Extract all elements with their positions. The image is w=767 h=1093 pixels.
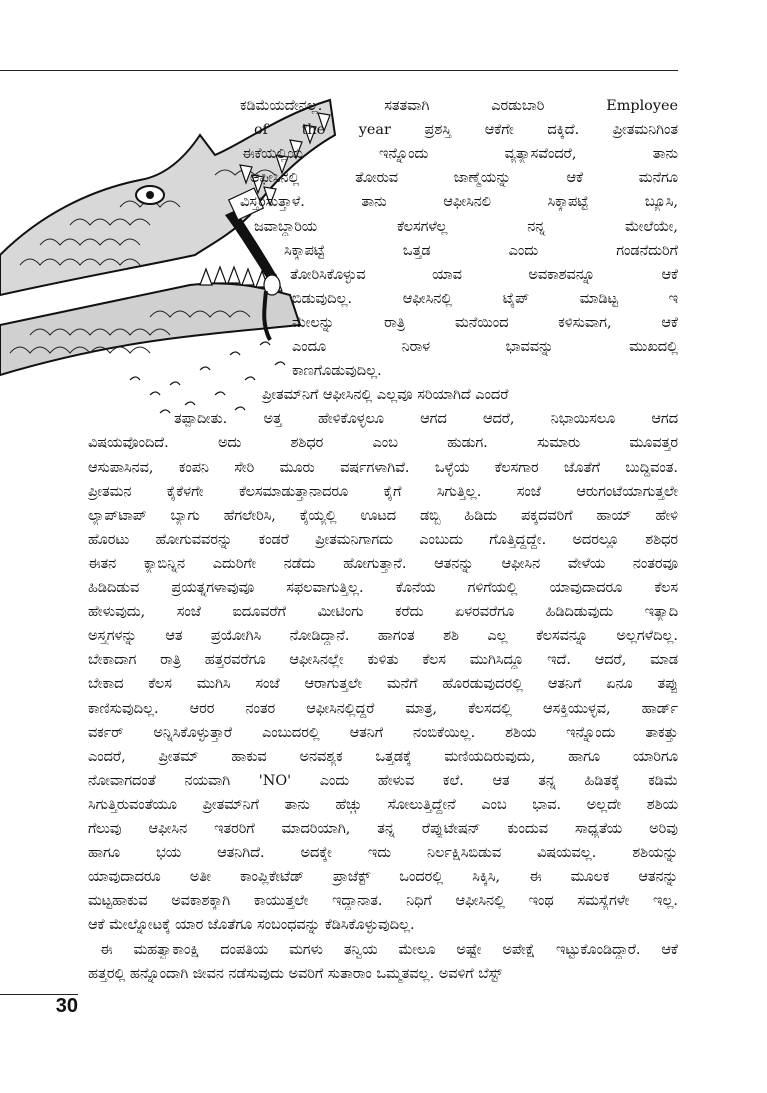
text-line: ತೋರಿಸಿಕೊಳ್ಳುವ ಯಾವ ಅವಕಾಶವನ್ನೂ ಆಕೆ: [290, 266, 678, 283]
text-line: ಕಾಣಿಸುವುದಿಲ್ಲ. ಆರರ ನಂತರ ಆಫೀಸಿನಲ್ಲಿದ್ದರೆ ಮಾತ್ರ, ಕೆಲಸದಲ್ಲಿ ಆಸಕ್ತಿಯುಳ್ಳವ, ಹಾರ್ಡ್: [88, 700, 678, 717]
text-line: ಪ್ರೀತಮ್‌ನಿಗೆ ಆಫೀಸಿನಲ್ಲಿ ಎಲ್ಲವೂ ಸರಿಯಾಗಿದೆ ಎಂದರೆ: [262, 387, 509, 404]
text-line: ಬೇಕಾದಾಗ ರಾತ್ರಿ ಹತ್ತರವರೆಗೂ ಆಫೀಸಿನಲ್ಲೇ ಕುಳಿತು ಕೆಲಸ ಮುಗಿಸಿದ್ದೂ ಇದೆ. ಆದರೆ, ಮಾಡ: [88, 652, 678, 669]
text-line: ಈ ಮಹತ್ವಾಕಾಂಕ್ಷಿ ದಂಪತಿಯ ಮಗಳು ತನ್ವಿಯ ಮೇಲೂ ಅಷ್ಟೇ ಅಪೇಕ್ಷೆ ಇಟ್ಟುಕೊಂಡಿದ್ದಾರೆ. ಆಕೆ: [100, 941, 678, 958]
page-number: 30: [55, 995, 78, 1017]
text-line: ಮಟ್ಟಹಾಕುವ ಅವಕಾಶಕ್ಕಾಗಿ ಕಾಯುತ್ತಲೇ ಇದ್ದಾನಾತ. ನಿಧಿಗೆ ಆಫೀಸಿನಲ್ಲಿ ಇಂಥ ಸಮಸ್ಯೆಗಳೇ ಇಲ್ಲ.: [88, 893, 678, 910]
text-line: ವಿಸ್ತರಿಸುತ್ತಾಳೆ. ತಾನು ಆಫೀಸಿನಲಿ ಸಿಕ್ಕಾಪಟ್ಟೆ ಬ್ಯೂಸಿ,: [240, 194, 678, 211]
text-line: ವಿಷಯವೊಂದಿದೆ. ಅದು ಶಶಿಧರ ಎಂಬ ಹುಡುಗ. ಸುಮಾರು ಮೂವತ್ತರ: [88, 435, 678, 452]
text-line: ಹೇಳುವುದು, ಸಂಜೆ ಐದೂವರೆಗೆ ಮೀಟಿಂಗು ಕರೆದು ಏಳರವರೆಗೂ ಹಿಡಿದಿಡುವುದು ಇತ್ಯಾದಿ: [88, 604, 678, 621]
text-line: ಹತ್ತರಲ್ಲಿ ಹನ್ನೊಂದಾಗಿ ಜೀವನ ನಡೆಸುವುದು ಅವರಿಗೆ ಸುತಾರಾಂ ಒಮ್ಮತವಲ್ಲ. ಅವಳಿಗೆ ಬೆಸ್ಟ್: [88, 965, 502, 982]
text-line: ಜವಾಬ್ದಾರಿಯ ಕೆಲಸಗಳೆಲ್ಲ ನನ್ನ ಮೇಲೆಯೇ,: [254, 218, 678, 235]
text-line: ಸಿಗುತ್ತಿರುವಂತೆಯೂ ಪ್ರೀತಮ್‌ನಿಗೆ ತಾನು ಹೆಚ್ಚು ಸೋಲುತ್ತಿದ್ದೇನೆ ಎಂಬ ಭಾವ. ಅಲ್ಲದೇ ಶಶಿಯ: [88, 796, 678, 813]
text-line: ಪ್ರೀತಮನ ಕೈಕೆಳಗೇ ಕೆಲಸಮಾಡುತ್ತಾನಾದರೂ ಕೈಗೆ ಸಿಗುತ್ತಿಲ್ಲ. ಸಂಜೆ ಆರುಗಂಟೆಯಾಗುತ್ತಲೇ: [88, 483, 678, 500]
text-line: ಸಿಕ್ಕಾಪಟ್ಟೆ ಒತ್ತಡ ಎಂದು ಗಂಡನೆದುರಿಗೆ: [284, 242, 678, 259]
text-line: ಹಾಗೂ ಭಯ ಆತನಿಗಿದೆ. ಅದಕ್ಕೇ ಇದು ನಿರ್ಲಕ್ಷಿಸಿಬಿಡುವ ವಿಷಯವಲ್ಲ. ಶಶಿಯನ್ನು: [88, 845, 678, 862]
text-line: ಅಸ್ತ್ರಗಳನ್ನು ಆತ ಪ್ರಯೋಗಿಸಿ ನೋಡಿದ್ದಾನೆ. ಹಾಗಂತ ಶಶಿ ಎಲ್ಲ ಕೆಲಸವನ್ನೂ ಅಲ್ಲಗಳೆದಿಲ್ಲ.: [88, 628, 678, 645]
text-line: ಗೆಲುವು ಆಫೀಸಿನ ಇತರರಿಗೆ ಮಾದರಿಯಾಗಿ, ತನ್ನ ರೆಪ್ಯುಟೇಷನ್ ಕುಂದುವ ಸಾಧ್ಯತೆಯ ಅರಿವು: [88, 821, 678, 837]
text-line: ಬಿಡುವುದಿಲ್ಲ. ಆಫೀಸಿನಲ್ಲಿ ಟೈಪ್ ಮಾಡಿಟ್ಟ ಇ: [292, 290, 678, 307]
text-line: ಬೇಕಾದ ಕೆಲಸ ಮುಗಿಸಿ ಸಂಜೆ ಆರಾಗುತ್ತಲೇ ಮನೆಗೆ ಹೊರಡುವುದರಲ್ಲಿ ಆತನಿಗೆ ಏನೂ ತಪ್ಪು: [88, 676, 678, 693]
text-line: ಎಂದೂ ನಿರಾಳ ಭಾವವನ್ನು ಮುಖದಲ್ಲಿ: [292, 339, 678, 355]
text-line: ಕಡಿಮೆಯದೇನಲ್ಲ. ಸತತವಾಗಿ ಎರಡುಬಾರಿ Employee: [240, 98, 678, 114]
text-line: ಹೊರಟು ಹೋಗುವವರನ್ನು ಕಂಡರೆ ಪ್ರೀತಮನಿಗಾಗದು ಎಂಬುದು ಗೊತ್ತಿದ್ದದ್ದೇ. ಅದರಲ್ಲೂ ಶಶಿಧರ: [88, 531, 678, 548]
text-line: ತಪ್ಪಾದೀತು. ಅತ್ತ ಹೇಳಿಕೊಳ್ಳಲೂ ಆಗದ ಆದರೆ, ನಿಭಾಯಿಸಲೂ ಆಗದ: [174, 411, 678, 428]
text-line: ಆಸುಪಾಸಿನವ, ಕಂಪನಿ ಸೇರಿ ಮೂರು ವರ್ಷಗಳಾಗಿವೆ. ಒಳ್ಳೆಯ ಕೆಲಸಗಾರ ಜೊತೆಗೆ ಬುದ್ಧಿವಂತ.: [88, 459, 678, 476]
text-line: ಆಕೆ ಮೇಲ್ನೋಟಕ್ಕೆ ಯಾರ ಜೊತೆಗೂ ಸಂಬಂಧವನ್ನು ಕೆಡಿಸಿಕೊಳ್ಳುವುದಿಲ್ಲ.: [88, 917, 415, 934]
text-line: of the year ಪ್ರಶಸ್ತಿ ಆಕೆಗೇ ದಕ್ಕಿದೆ. ಪ್ರೀತಮನಿಗಿಂತ: [254, 122, 678, 139]
header-rule: [0, 70, 678, 71]
text-line: ವರ್ಕರ್ ಅನ್ನಿಸಿಕೊಳ್ಳುತ್ತಾರೆ ಎಂಬುದರಲ್ಲಿ ಆತನಿಗೆ ನಂಬಿಕೆಯಿಲ್ಲ. ಶಶಿಯ ಇನ್ನೊಂದು ತಾಕತ್ತು: [88, 724, 678, 741]
text-line: ಹಿಡಿದಿಡುವ ಪ್ರಯತ್ನಗಳಾವುವೂ ಸಫಲವಾಗುತ್ತಿಲ್ಲ. ಕೊನೆಯ ಗಳಿಗೆಯಲ್ಲಿ ಯಾವುದಾದರೂ ಕೆಲಸ: [88, 580, 678, 596]
text-line: ಈತನ ಕ್ಯಾಬಿನ್ನಿನ ಎದುರಿಗೇ ನಡೆದು ಹೋಗುತ್ತಾನೆ. ಆತನನ್ನು ಆಫೀಸಿನ ವೇಳೆಯ ನಂತರವೂ: [88, 555, 678, 572]
text-line: ಲ್ಯಾಪ್‌ಟಾಪ್ ಬ್ಯಾಗು ಹೆಗಲೇರಿಸಿ, ಕೈಯ್ಯಲ್ಲಿ ಊಟದ ಡಬ್ಬಿ ಹಿಡಿದು ಪಕ್ಕದವರಿಗೆ ಹಾಯ್ ಹೇಳಿ: [88, 507, 678, 524]
text-line: ನೋವಾಗದಂತೆ ನಯವಾಗಿ 'NO' ಎಂದು ಹೇಳುವ ಕಲೆ. ಆತ ತನ್ನ ಹಿಡಿತಕ್ಕೆ ಕಡಿಮೆ: [88, 772, 678, 789]
text-line: ಯಾವುದಾದರೂ ಅತೀ ಕಾಂಪ್ಲಿಕೇಟೆಡ್ ಪ್ರಾಜೆಕ್ಟ್ ಒಂದರಲ್ಲಿ ಸಿಕ್ಕಿಸಿ, ಈ ಮೂಲಕ ಆತನನ್ನು: [88, 869, 678, 886]
text-line: ಮೇಲನ್ನು ರಾತ್ರಿ ಮನೆಯಿಂದ ಕಳಿಸುವಾಗ, ಆಕೆ: [292, 314, 678, 331]
text-line: ಆಫೀಸಿನಲ್ಲಿ ತೋರುವ ಜಾಣ್ಮೆಯನ್ನು ಆಕೆ ಮನೆಗೂ: [250, 170, 678, 187]
text-line: ಕಾಣಗೊಡುವುದಿಲ್ಲ.: [292, 363, 382, 380]
text-line: ಈಕೆಯಲ್ಲಿಯ ಇನ್ನೊಂದು ವ್ಯತ್ಯಾಸವೆಂದರೆ, ತಾನು: [242, 146, 678, 163]
text-line: ಎಂದರೆ, ಪ್ರೀತಮ್ ಹಾಕುವ ಅನವಶ್ಯಕ ಒತ್ತಡಕ್ಕೆ ಮಣಿಯದಿರುವುದು, ಹಾಗೂ ಯಾರಿಗೂ: [88, 748, 678, 765]
